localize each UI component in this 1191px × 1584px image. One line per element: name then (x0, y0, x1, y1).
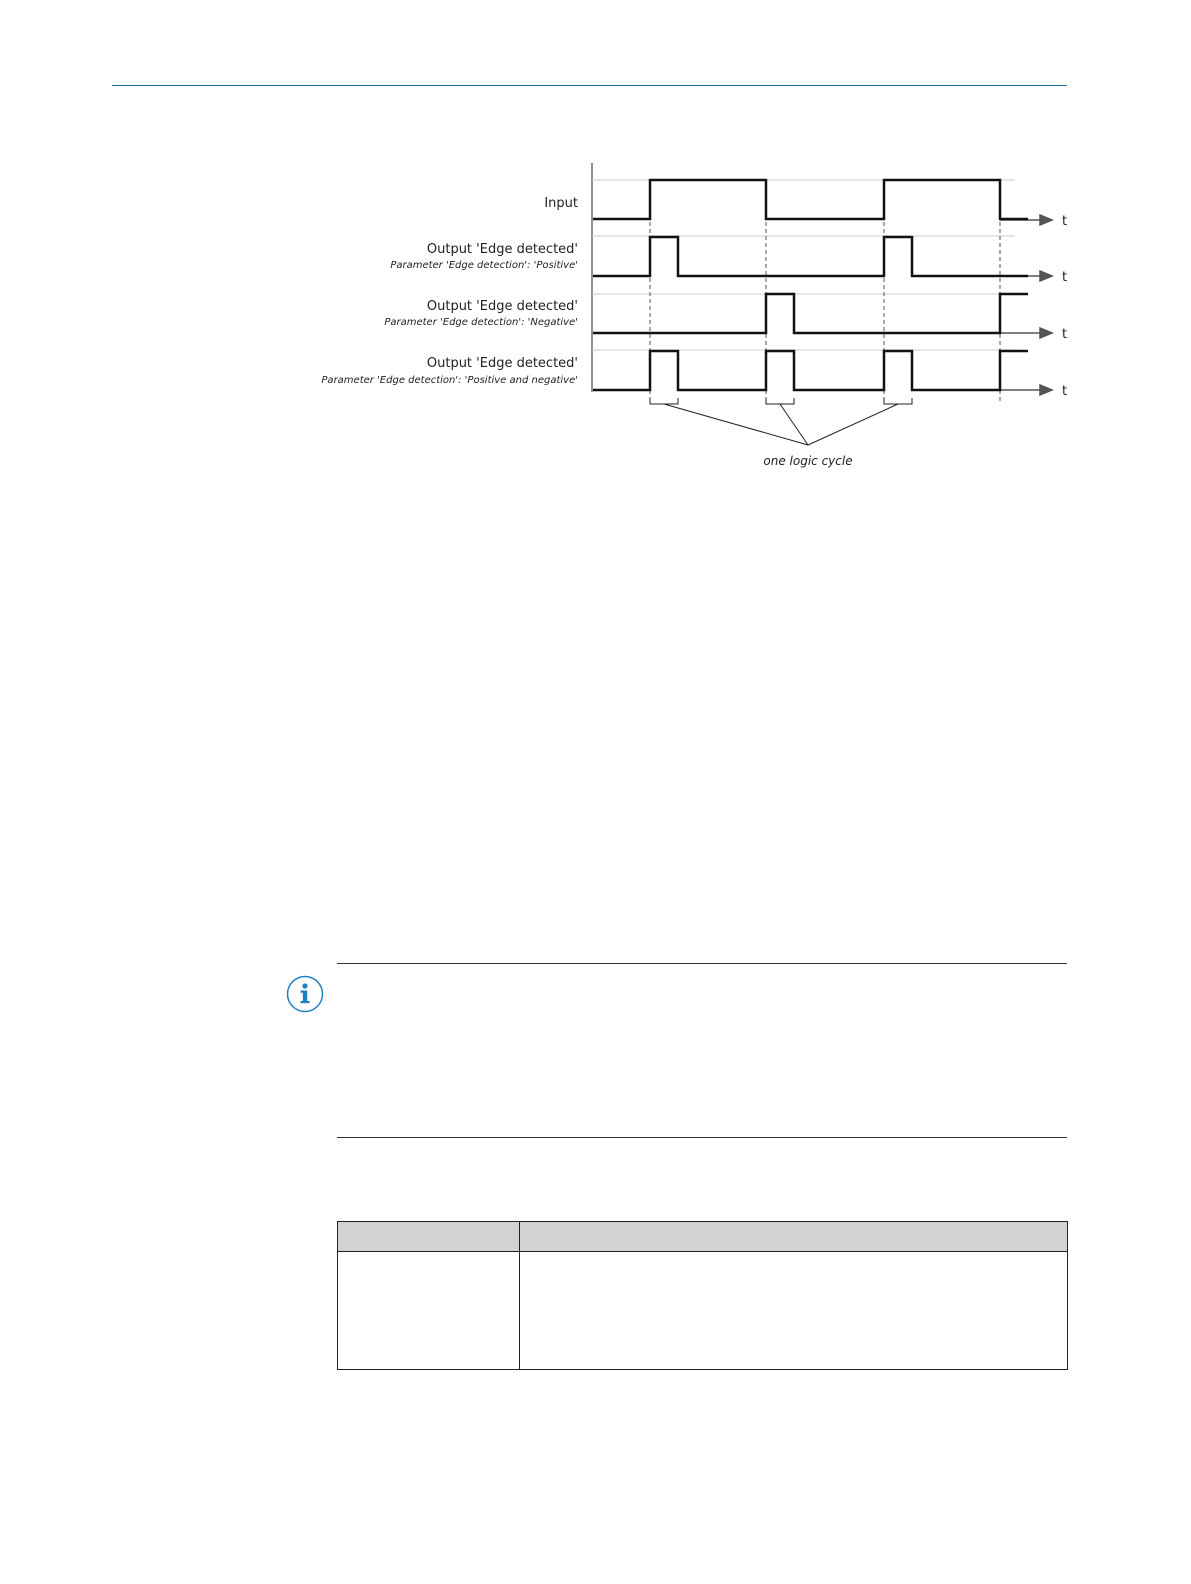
table-header-row (338, 1222, 1068, 1252)
cycle-annotation: one logic cycle (763, 454, 853, 468)
table-cell (520, 1252, 1068, 1370)
row-label-both: Output 'Edge detected' (426, 356, 578, 371)
time-axes (1000, 215, 1052, 395)
time-label-negative: t (1062, 327, 1068, 342)
time-label-input: t (1062, 214, 1068, 229)
cycle-brackets (650, 398, 912, 445)
table-header-cell (520, 1222, 1068, 1252)
signal-both (593, 351, 1028, 390)
row-sublabel-both: Parameter 'Edge detection': 'Positive and negative' (321, 375, 578, 386)
note-bottom-rule (337, 1137, 1067, 1138)
time-label-both: t (1062, 384, 1068, 399)
table-row (338, 1252, 1068, 1370)
signal-negative (593, 294, 1028, 333)
edge-markers (650, 180, 1000, 404)
row-label-positive: Output 'Edge detected' (426, 242, 578, 257)
row-sublabel-negative: Parameter 'Edge detection': 'Negative' (384, 317, 578, 328)
timing-diagram (0, 0, 1191, 500)
info-icon (286, 975, 324, 1013)
info-table (337, 1221, 1068, 1370)
row-label-negative: Output 'Edge detected' (426, 299, 578, 314)
high-level-gridlines (592, 180, 1015, 350)
table-cell (338, 1252, 520, 1370)
signal-input (593, 180, 1028, 219)
row-label-input: Input (544, 196, 578, 211)
note-top-rule (337, 963, 1067, 964)
signal-positive (593, 237, 1028, 276)
row-sublabel-positive: Parameter 'Edge detection': 'Positive' (390, 260, 578, 271)
time-label-positive: t (1062, 270, 1068, 285)
table-header-cell (338, 1222, 520, 1252)
